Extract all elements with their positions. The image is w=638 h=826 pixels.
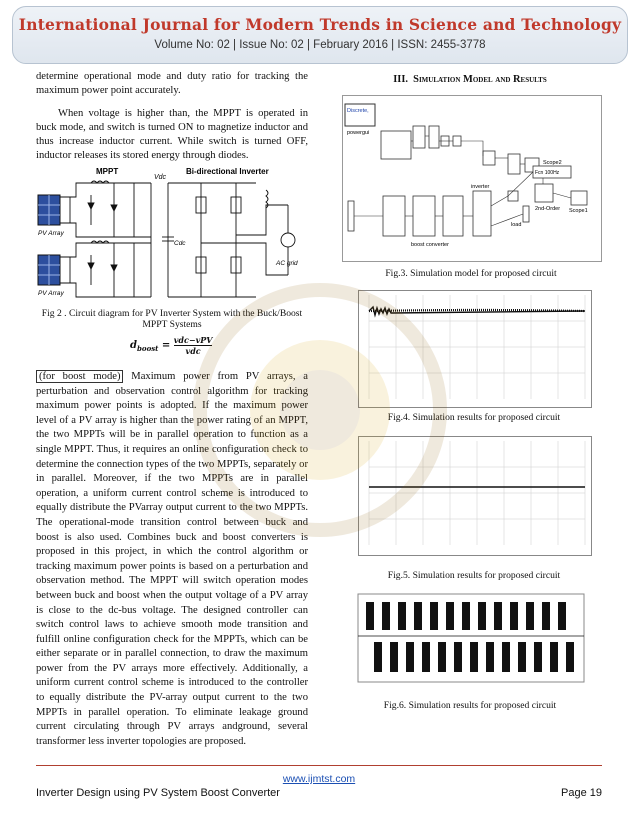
discrete-label: Discrete, (347, 108, 369, 114)
fig6-plot (352, 592, 588, 690)
cdc-label: Cdc (174, 240, 186, 247)
paragraph-3 (36, 370, 308, 749)
paragraph-3-body: Maximum power from PV arrays, a perturbation and observation control algorithm for tracking maximum power points is adopted. If the maximum power level of a PV array is higher than the power rating of an MPPT, the two MPPTs will be in parallel operation to function as a single MPPT. Thus, it requires an online configuration check to determine the connection types of the two MPPTs, separately or in parallel. Moreover, if the two MPPTs are in parallel operation, a uniform current control scheme is introduced to equally distribute the PVarray output current to the two MPPTs. The operational-mode transition control between buck and boost is also used. Combines buck and boost converters is proposed in this project, in which the control algorithm or tracking maximum power points is based on a perturbation and observation method. The MPPT will switch operation modes between buck and boost when the output voltage of a PV array is close to the dc-bus voltage. The designed controller can switch control laws to achieve smooth mode transition and fulfill online configuration check for the MPPTs, which can be either separate or in parallel connection, to draw the maximum power from the PV arrays more effectively. Additionally, a uniform current control scheme is introduced to the controller to equally distribute the PV-array output current to the two MPPTs in parallel operation. To eliminate leakage ground current circulating through PV arrays andground, several transformer less inverter topologies are proposed. (36, 371, 309, 747)
pv-array-2-icon (38, 255, 60, 285)
circuit-diagram (36, 165, 306, 305)
journal-title: International Journal for Modern Trends in Science and Technology (18, 15, 622, 34)
second-order-label: 2nd-Order (535, 206, 561, 212)
fig4-plot-svg (359, 291, 591, 407)
paragraph-1: determine operational mode and duty ratio for tracking the maximum power point accurately. (36, 71, 308, 96)
inverter-label: Bi-directional Inverter (186, 167, 269, 176)
pv-array-1-icon (38, 195, 60, 225)
fig4-plot (358, 290, 592, 408)
fig4-caption: Fig.4. Simulation results for proposed circuit (387, 412, 561, 423)
circuit-diagram-svg (36, 165, 306, 305)
paragraph-2: When voltage is higher than, the MPPT is operated in buck mode, and switch is turned ON to magnetize inductor and thus increase inductor current. While switch is turned OFF, inductor releases its stored energy through diodes. (36, 107, 308, 161)
fig5-plot (358, 436, 592, 556)
page-number: Page 19 (561, 787, 602, 799)
fcn-label: Fcn 100Hz (535, 170, 560, 176)
fig6-caption: Fig.6. Simulation results for proposed circuit (383, 700, 557, 711)
issue-line: Volume No: 02 | Issue No: 02 | February 2016 | ISSN: 2455-3778 (154, 39, 486, 51)
fig6-plot-svg (352, 592, 588, 690)
formula-sub: boost (137, 344, 159, 353)
pv-array-1-label: PV Array (38, 230, 64, 237)
mppt-label: MPPT (96, 167, 119, 176)
inverter-block-label: inverter (471, 184, 490, 190)
boost-duty-formula: $d_{boost}$ = vdc−vPV vdc (130, 335, 213, 356)
scope2-label: Scope2 (543, 160, 562, 166)
mppt-2-circuit (60, 241, 151, 297)
journal-url-link[interactable]: www.ijmtst.com (282, 773, 356, 785)
load-label: load (511, 222, 522, 228)
mppt-1-circuit (60, 181, 151, 237)
formula-denominator: vdc (185, 346, 201, 356)
pv-array-2-label: PV Array (38, 290, 64, 297)
ac-grid-label: AC grid (276, 260, 298, 267)
running-title: Inverter Design using PV System Boost Converter (36, 787, 280, 799)
dc-bus (151, 183, 174, 297)
boost-converter-label: boost converter (411, 242, 449, 248)
section-heading (340, 74, 600, 85)
powergui-label: powergui (347, 130, 370, 136)
formula-lhs: d (130, 340, 137, 351)
left-column (36, 70, 308, 171)
scope1-label: Scope1 (569, 208, 588, 214)
simulation-model-svg (343, 96, 601, 261)
journal-banner (12, 6, 628, 64)
vdc-label: Vdc (154, 174, 167, 181)
fig2-caption: Fig 2 . Circuit diagram for PV Inverter System with the Buck/Boost MPPT Systems (41, 308, 303, 330)
section-title: Simulation Model and Results (413, 74, 547, 85)
boost-mode-tag: (for boost mode) (36, 370, 123, 383)
footer-rule (36, 765, 602, 766)
formula-numerator: vdc−vPV (173, 335, 213, 345)
fig5-grid (369, 441, 585, 545)
simulation-model-figure (342, 95, 602, 262)
fig5-plot-svg (359, 437, 591, 555)
fig3-caption: Fig.3. Simulation model for proposed circuit (385, 268, 557, 279)
inverter-bridge (168, 183, 295, 297)
fig5-caption: Fig.5. Simulation results for proposed circuit (387, 570, 561, 581)
model-blocks (348, 126, 587, 236)
section-number: III. (393, 74, 408, 85)
